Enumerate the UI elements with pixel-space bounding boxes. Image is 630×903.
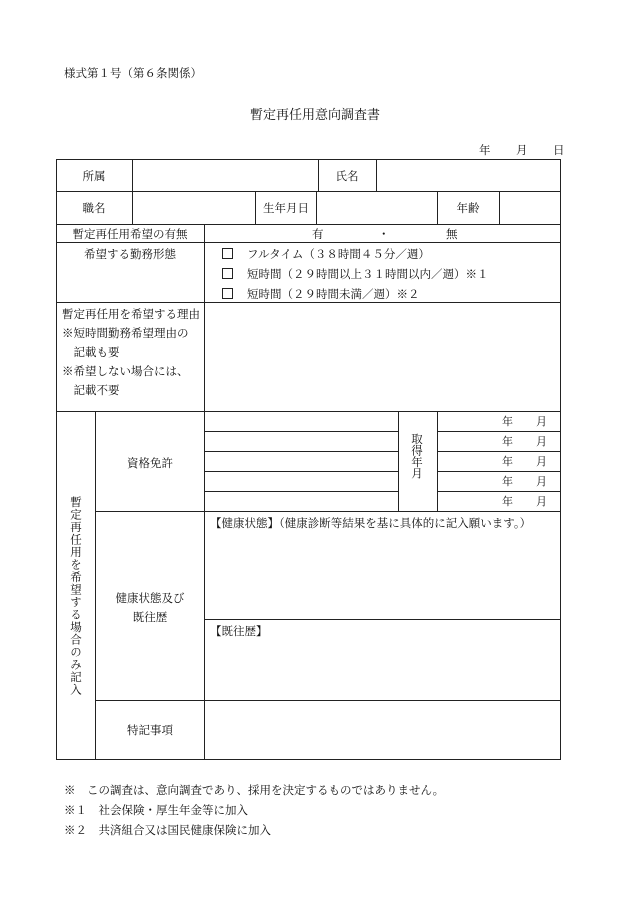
license-year-label: 年: [502, 475, 513, 488]
checkbox-icon[interactable]: [222, 268, 233, 279]
license-year-label: 年: [502, 455, 513, 468]
license-name-field[interactable]: [205, 412, 398, 431]
affiliation-label: 所属: [82, 169, 106, 183]
wish-separator: ・: [378, 227, 390, 241]
reason-label-line: 記載も要: [62, 345, 120, 359]
license-name-field[interactable]: [205, 432, 398, 451]
date-year-label: 年: [479, 143, 491, 157]
date-day-label: 日: [553, 143, 565, 157]
age-label: 年齢: [456, 201, 480, 215]
license-year-label: 年: [502, 495, 513, 508]
checkbox-icon[interactable]: [222, 288, 233, 299]
license-month-label: 月: [536, 435, 547, 448]
reason-label-line: 記載不要: [62, 383, 120, 397]
health-status-field[interactable]: [205, 532, 560, 618]
name-label: 氏名: [335, 169, 359, 183]
wish-no-option[interactable]: 無: [446, 227, 458, 241]
medical-history-field[interactable]: [205, 640, 560, 700]
footnote: ※１ 社会保険・厚生年金等に加入: [64, 803, 248, 817]
birth-date-field[interactable]: [317, 192, 437, 224]
footnote: ※ この調査は、意向調査であり、採用を決定するものではありません。: [64, 783, 445, 797]
work-form-label: 希望する勤務形態: [84, 247, 176, 261]
acquired-date-label: 取得年月: [410, 433, 424, 479]
affiliation-field[interactable]: [133, 160, 318, 191]
license-name-field[interactable]: [205, 452, 398, 471]
license-month-label: 月: [536, 475, 547, 488]
health-label-line-1: 健康状態及び: [115, 591, 185, 605]
reason-label-line: ※短時間勤務希望理由の: [62, 326, 189, 340]
license-month-label: 月: [536, 495, 547, 508]
work-option-label: フルタイム（３８時間４５分／週）: [247, 247, 430, 261]
birth-date-label: 生年月日: [263, 201, 309, 215]
work-option-label: 短時間（２９時間未満／週）※２: [247, 287, 420, 301]
name-field[interactable]: [377, 160, 560, 191]
health-label-line-2: 既往歴: [132, 610, 168, 624]
remarks-field[interactable]: [205, 701, 560, 759]
license-year-label: 年: [502, 415, 513, 428]
work-option-parttime-29[interactable]: [222, 287, 420, 301]
position-field[interactable]: [133, 192, 255, 224]
date-month-label: 月: [516, 143, 528, 157]
only-if-wish-label: 暫定再任用を希望する場合のみ記入: [69, 496, 83, 696]
license-month-label: 月: [536, 455, 547, 468]
license-label: 資格免許: [127, 456, 173, 470]
checkbox-icon[interactable]: [222, 248, 233, 259]
reason-field[interactable]: [205, 303, 560, 411]
reason-label-line: ※希望しない場合には、: [62, 364, 189, 378]
page-title: 暫定再任用意向調査書: [249, 108, 381, 123]
license-name-field[interactable]: [205, 472, 398, 491]
reason-label-line: 暫定再任用を希望する理由: [62, 307, 200, 321]
license-name-field[interactable]: [205, 492, 398, 511]
work-option-parttime-31[interactable]: [222, 267, 489, 281]
medical-history-note: 【既往歴】: [210, 624, 268, 638]
remarks-label: 特記事項: [127, 723, 173, 737]
form-number: 様式第１号（第６条関係）: [64, 66, 202, 80]
license-year-label: 年: [502, 435, 513, 448]
work-option-label: 短時間（２９時間以上３１時間以内／週）※１: [247, 267, 489, 281]
age-field[interactable]: [500, 192, 560, 224]
footnote: ※２ 共済組合又は国民健康保険に加入: [64, 823, 271, 837]
reemployment-wish-label: 暫定再任用希望の有無: [72, 227, 188, 241]
wish-yes-option[interactable]: 有: [312, 227, 324, 241]
work-option-fulltime[interactable]: [222, 247, 430, 261]
position-label: 職名: [82, 201, 106, 215]
health-status-note: 【健康状態】（健康診断等結果を基に具体的に記入願います。）: [210, 516, 532, 530]
license-month-label: 月: [536, 415, 547, 428]
